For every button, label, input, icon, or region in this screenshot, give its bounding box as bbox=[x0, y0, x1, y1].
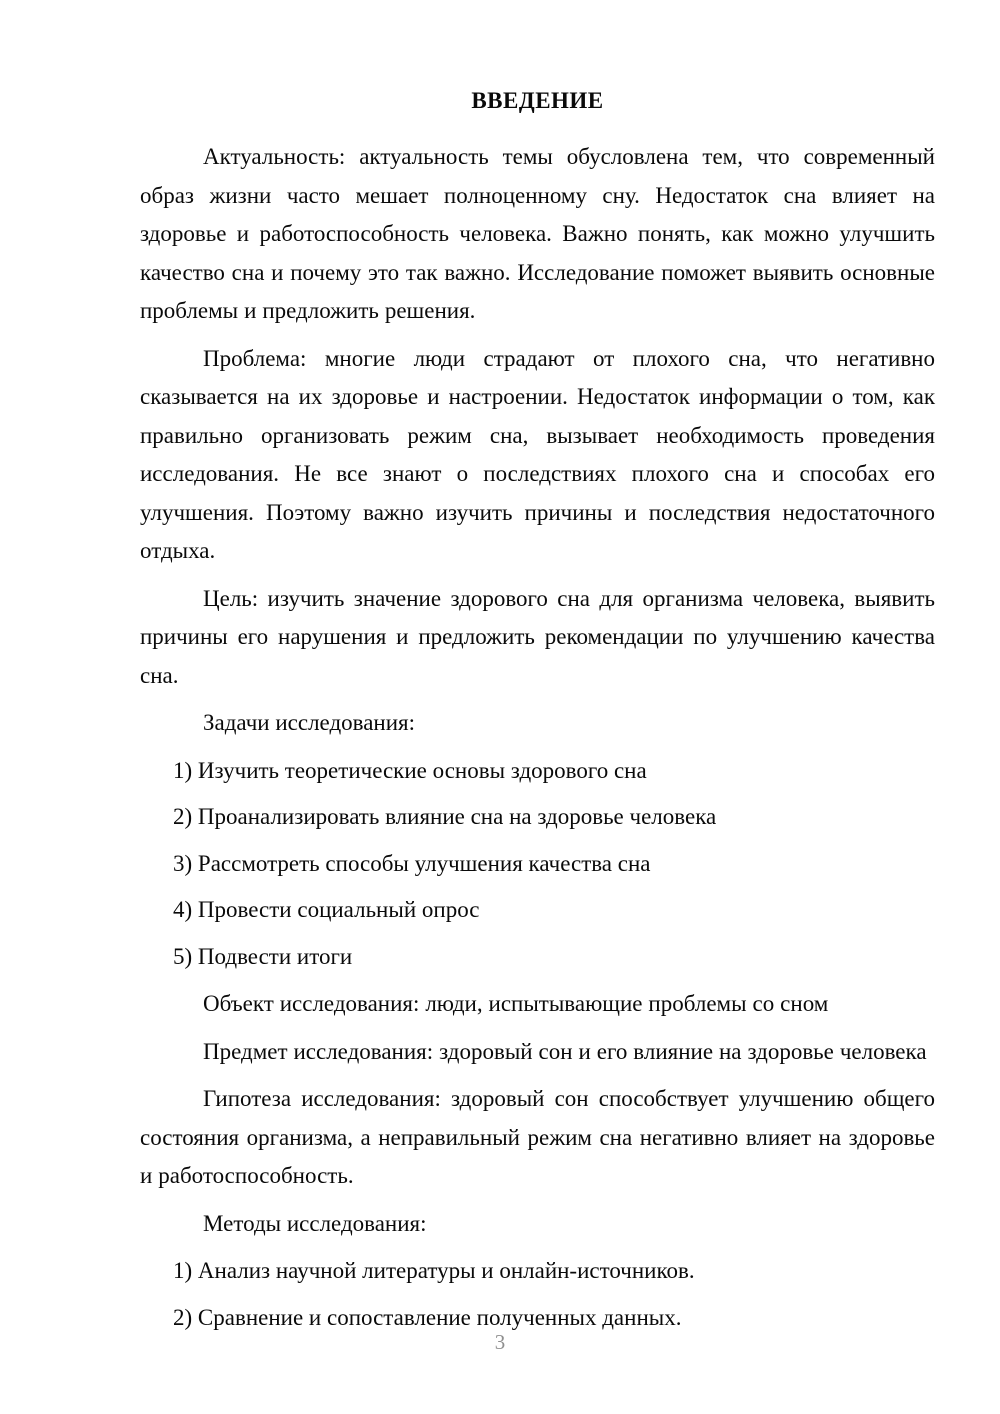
paragraph-object: Объект исследования: люди, испытывающие проблемы со сном bbox=[203, 991, 829, 1017]
list-item-label: Подвести итоги bbox=[197, 943, 353, 969]
list-item bbox=[140, 1252, 935, 1291]
list-item-number: 2) bbox=[173, 1304, 193, 1330]
list-item-number: 1) bbox=[173, 1258, 193, 1284]
page-number: 3 bbox=[494, 1330, 506, 1354]
list-item-number: 5) bbox=[173, 943, 193, 969]
list-item bbox=[140, 938, 935, 977]
list-item-number: 2) bbox=[173, 804, 193, 830]
list-item-label: Анализ научной литературы и онлайн-источников. bbox=[197, 1258, 695, 1284]
subheading-tasks: Задачи исследования: bbox=[203, 710, 416, 736]
methods-list bbox=[140, 1252, 935, 1337]
list-item-label: Провести социальный опрос bbox=[197, 897, 480, 923]
list-item-label: Изучить теоретические основы здорового сна bbox=[197, 757, 647, 783]
paragraph-goal: Цель: изучить значение здорового сна для организма человека, выявить причины его нарушения и предложить рекомендации по улучшению качества сна. bbox=[140, 585, 935, 688]
subheading-methods: Методы исследования: bbox=[203, 1210, 427, 1236]
list-item-label: Сравнение и сопоставление полученных данных. bbox=[197, 1304, 682, 1330]
list-item-number: 3) bbox=[173, 850, 193, 876]
document-body bbox=[140, 88, 935, 1346]
paragraph-subject: Предмет исследования: здоровый сон и его влияние на здоровье человека bbox=[203, 1038, 927, 1064]
list-item bbox=[140, 798, 935, 837]
page-title: ВВЕДЕНИЕ bbox=[471, 88, 604, 113]
list-item bbox=[140, 891, 935, 930]
list-item bbox=[140, 752, 935, 791]
list-item-number: 1) bbox=[173, 757, 193, 783]
paragraph-relevance: Актуальность: актуальность темы обусловлена тем, что современный образ жизни часто мешает полноценному сну. Недостаток сна влияет на здоровье и работоспособность человека. Важно понять, как можно улучшить качество сна и почему это так важно. Исследование поможет выявить основные проблемы и предложить решения. bbox=[140, 144, 935, 324]
paragraph-hypothesis: Гипотеза исследования: здоровый сон способствует улучшению общего состояния организма, а неправильный режим сна негативно влияет на здоровье и работоспособность. bbox=[140, 1086, 935, 1189]
list-item-label: Проанализировать влияние сна на здоровье человека bbox=[197, 804, 717, 830]
list-item-number: 4) bbox=[173, 897, 193, 923]
list-item bbox=[140, 845, 935, 884]
tasks-list bbox=[140, 752, 935, 977]
list-item-label: Рассмотреть способы улучшения качества сна bbox=[197, 850, 651, 876]
paragraph-problem: Проблема: многие люди страдают от плохого сна, что негативно сказывается на их здоровье и настроении. Недостаток информации о том, как правильно организовать режим сна, вызывает необходимость проведения исследования. Не все знают о последствиях плохого сна и способах его улучшения. Поэтому важно изучить причины и последствия недостаточного отдыха. bbox=[140, 345, 935, 564]
